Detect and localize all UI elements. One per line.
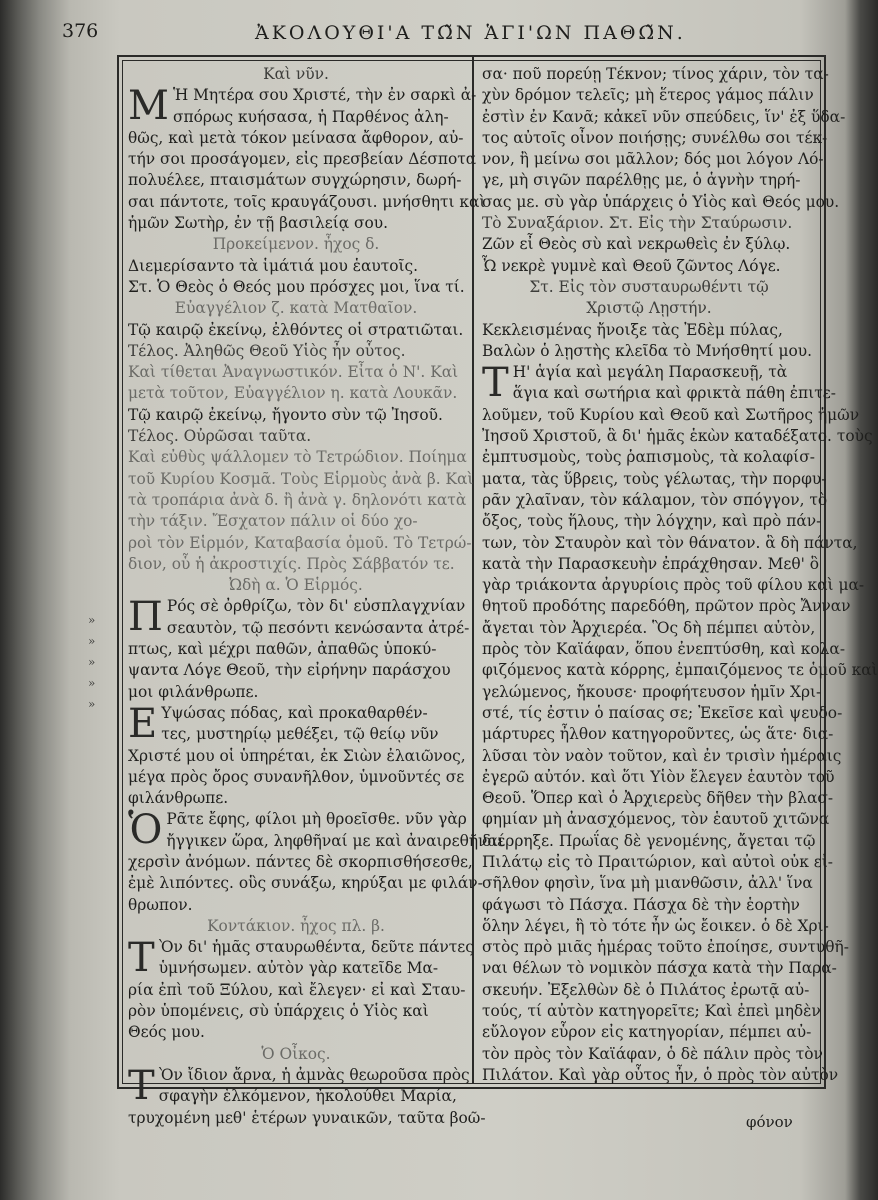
- right-column-line: [482, 298, 816, 319]
- right-column-line: [482, 660, 878, 681]
- line-text: Διεμερίσαντο τὰ ἱμάτιά μου ἑαυτοῖς.: [128, 256, 419, 275]
- right-column-line: [482, 575, 865, 596]
- line-text: πολυέλεε, πταισμάτων συγχώρησιν, δωρή-: [128, 171, 462, 190]
- line-text: διέρρηξε. Πρωΐας δὲ γενομένης, ἄγεται τῷ: [482, 831, 816, 850]
- right-column-line: [482, 192, 840, 213]
- line-text: στὸς πρὸ μιᾶς ἡμέρας τοῦτο ἐποίησε, συντυθῆ-: [482, 938, 849, 957]
- left-column-line: [128, 192, 486, 213]
- line-text: Θεοῦ. Ὅπερ καὶ ὁ Ἀρχιερεὺς δῆθεν τὴν βλασ-: [482, 789, 834, 808]
- left-column-line: [128, 873, 483, 894]
- drop-initial: Τ: [128, 935, 155, 982]
- right-column-line: [482, 746, 842, 767]
- line-text: ἐστὶν ἐν Κανᾶ; κἀκεῖ νῦν σπεύδεις, ἵν' ἐξ ὕδα-: [482, 107, 846, 126]
- line-text: ἡμῶν Σωτὴρ, ἐν τῇ βασιλείᾳ σου.: [128, 214, 389, 233]
- line-text: χὺν δρόμον τελεῖς; μὴ ἕτερος γάμος πάλιν: [482, 86, 814, 105]
- left-column-line: [128, 767, 464, 788]
- right-column-line: [482, 1065, 839, 1086]
- line-text: πρὸς τὸν Καϊάφαν, ὅπου ἐνεπτύσθη, καὶ κολα-: [482, 640, 846, 659]
- line-text: ἅγια καὶ σωτήρια καὶ φρικτὰ πάθη ἐπιτε-: [512, 384, 836, 403]
- line-text: σῆλθον φησὶν, ἵνα μὴ μιανθῶσιν, ἀλλ' ἵνα: [482, 874, 813, 893]
- line-text: ρᾶν χλαῖναν, τὸν κάλαμον, τὸν σπόγγον, τὸ: [482, 490, 828, 509]
- line-text: Καὶ νῦν.: [263, 65, 329, 83]
- line-text: θῶς, καὶ μετὰ τόκον μείνασα ἄφθορον, αὐ-: [128, 128, 464, 147]
- line-text: λοῦμεν, τοῦ Κυρίου καὶ Θεοῦ καὶ Σωτῆρος ἡμῶν: [482, 405, 860, 424]
- left-column-line: [128, 298, 464, 319]
- line-text: ὄξος, τοὺς ἥλους, τὴν λόγχην, καὶ πρὸ πάν-: [482, 512, 822, 531]
- left-column-line: [128, 639, 464, 660]
- line-text: Θεός μου.: [128, 1023, 205, 1042]
- line-text: Καὶ εὐθὺς ψάλλομεν τὸ Τετρώδιον. Ποίημα: [128, 448, 467, 467]
- line-text: νον, ἢ μείνω σοι μᾶλλον; δός μοι λόγον Λό-: [482, 150, 824, 169]
- right-column-line: [482, 490, 828, 511]
- page-number: 376: [62, 20, 99, 42]
- right-column-line: [482, 426, 873, 447]
- line-text: σφαγὴν ἑλκόμενον, ἠκολούθει Μαρία,: [158, 1087, 457, 1106]
- line-text: ἄγεται τὸν Ἀρχιερέα. Ὃς δὴ πέμπει αὐτὸν,: [482, 618, 816, 637]
- left-column-line: [128, 341, 464, 362]
- running-title: ἈΚΟΛΟΥΘΙ'Α ΤΩ̃Ν ἉΓΙ'ΩΝ ΠΑΘΩ̃Ν.: [255, 22, 686, 44]
- right-column-line: [482, 895, 816, 916]
- line-text: Ρᾶτε ἔφης, φίλοι μὴ θροεῖσθε. νῦν γὰρ: [166, 810, 467, 829]
- line-text: Τέλος. Ἀληθῶς Θεοῦ Υἱὸς ἦν οὗτος.: [128, 341, 406, 360]
- right-column-line: [482, 149, 824, 170]
- right-column-line: [482, 788, 834, 809]
- right-column-line: [482, 958, 837, 979]
- right-column-line: [482, 64, 829, 85]
- line-text: ναι θέλων τὸ νομικὸν πάσχα κατὰ τὴν Παρα-: [482, 959, 837, 978]
- line-text: Βαλὼν ὁ λῃστὴς κλεῖδα τὸ Μνήσθητί μου.: [482, 341, 813, 360]
- line-text: σαι πάντοτε, τοῖς κραυγάζουσι. μνήσθητι καὶ: [128, 192, 486, 211]
- line-text: μετὰ τοῦτον, Εὐαγγέλιον η. κατὰ Λουκᾶν.: [128, 384, 458, 403]
- line-text: Εὐαγγέλιον ζ. κατὰ Ματθαῖον.: [174, 299, 418, 318]
- drop-initial: Τ: [482, 360, 509, 407]
- line-text: στέ, τίς ἐστιν ὁ παίσας σε; Ἐκεῖσε καὶ ψευδο-: [482, 703, 843, 722]
- line-text: Στ. Εἰς τὸν συσταυρωθέντι τῷ: [529, 277, 769, 296]
- right-column-line: [482, 980, 816, 1001]
- line-text: τρυχομένη μεθ' ἑτέρων γυναικῶν, ταῦτα βοῶ-: [128, 1108, 486, 1127]
- right-column-line: [482, 213, 816, 234]
- right-column-line: [482, 234, 816, 255]
- line-text: τὰ τροπάρια ἀνὰ δ. ἢ ἀνὰ γ. δηλονότι κατὰ: [128, 490, 467, 509]
- line-text: Στ. Ὁ Θεὸς ὁ Θεός μου πρόσχες μοι, ἵνα τί.: [128, 277, 465, 296]
- left-column-line: [128, 234, 464, 255]
- line-text: ὅλην λέγει, ἢ τὸ τότε ἦν ὡς ἔοικεν. ὁ δὲ Χρι-: [482, 916, 829, 935]
- line-text: Ζῶν εἶ Θεὸς σὺ καὶ νεκρωθεὶς ἐν ξύλῳ.: [482, 235, 791, 254]
- line-text: χερσὶν ἀνόμων. πάντες δὲ σκορπισθήσεσθε,: [128, 852, 473, 871]
- left-column-line: [128, 660, 464, 681]
- right-column-line: [482, 596, 851, 617]
- right-column-line: [482, 724, 834, 745]
- right-column-line: [482, 85, 816, 106]
- right-column-line: [482, 447, 816, 468]
- line-text: Ἰησοῦ Χριστοῦ, ἃ δι' ἡμᾶς ἑκὼν καταδέξατο. τοὺς: [482, 427, 873, 446]
- right-column-line: [482, 469, 827, 490]
- line-text: Ἡ Μητέρα σου Χριστέ, τὴν ἐν σαρκὶ ἀ-: [172, 86, 477, 105]
- line-text: Ὁ Οἶκος.: [261, 1044, 331, 1063]
- right-column-line: [482, 341, 816, 362]
- left-column-line: [128, 1108, 486, 1129]
- line-text: Κοντάκιον. ἦχος πλ. β.: [207, 916, 385, 935]
- left-column-line: [128, 1001, 464, 1022]
- right-column-line: [482, 639, 846, 660]
- right-column-line: [482, 831, 816, 852]
- right-column-line: [482, 937, 849, 958]
- left-column-line: [128, 958, 464, 979]
- line-text: τὴν τάξιν. Ἔσχατον πάλιν οἱ δύο χο-: [128, 512, 418, 531]
- line-text: σεαυτὸν, τῷ πεσόντι κενώσαντα ἀτρέ-: [166, 618, 470, 637]
- drop-initial: Π: [128, 594, 163, 641]
- catchword: φόνον: [746, 1113, 793, 1131]
- line-text: ματα, τὰς ὕβρεις, τοὺς γέλωτας, τὴν πορφυ-: [482, 469, 827, 488]
- right-column-line: [482, 809, 830, 830]
- drop-initial: Τ: [128, 1062, 155, 1109]
- left-column-line: [128, 916, 464, 937]
- right-column-line: [482, 170, 816, 191]
- line-text: Υψώσας πόδας, καὶ προκαθαρθέν-: [161, 703, 428, 722]
- line-text: Κεκλεισμένας ἤνοιξε τὰς Ἐδὲμ πύλας,: [482, 320, 783, 339]
- line-text: Χριστῷ Λῃστήν.: [586, 299, 712, 318]
- line-text: σπόρως κυήσασα, ἡ Παρθένος ἀλη-: [172, 107, 449, 126]
- line-text: μέγα πρὸς ὄρος συνανῆλθον, ὑμνοῦντές σε: [128, 767, 465, 786]
- right-column-line: [482, 511, 822, 532]
- right-column-line: [482, 618, 816, 639]
- drop-initial: Ὁ: [128, 807, 163, 854]
- margin-marks: » » » » »: [88, 613, 96, 711]
- line-text: ἐμὲ λιπόντες. οὓς συνάξω, κηρύξαι με φιλάν-: [128, 874, 483, 893]
- line-text: σας με. σὺ γὰρ ὑπάρχεις ὁ Υἱὸς καὶ Θεός μου.: [482, 192, 840, 211]
- line-text: μοι φιλάνθρωπε.: [128, 682, 259, 701]
- right-column-line: [482, 107, 846, 128]
- left-column-line: [128, 426, 464, 447]
- left-column-line: [128, 277, 464, 298]
- right-column-line: [482, 682, 822, 703]
- left-column-line: [128, 724, 464, 745]
- left-column-line: [128, 1022, 464, 1043]
- left-column-line: [128, 64, 464, 85]
- right-column-line: [482, 320, 816, 341]
- line-text: τούς, τί αὐτὸν κατηγορεῖτε; Καὶ ἐπεὶ μηδὲν: [482, 1002, 821, 1021]
- left-column-line: [128, 128, 464, 149]
- left-column-line: [128, 320, 464, 341]
- line-text: Πιλάτον. Καὶ γὰρ οὗτος ἦν, ὁ πρὸς τὸν αὐτὸν: [482, 1065, 839, 1084]
- line-text: ὑμνήσωμεν. αὐτὸν γὰρ κατεῖδε Μα-: [158, 959, 439, 978]
- left-column-line: [128, 682, 464, 703]
- left-column-line: [128, 895, 464, 916]
- left-column-line: [128, 405, 464, 426]
- line-text: τες, μυστηρίῳ μεθέξει, τῷ θείῳ νῦν: [161, 725, 439, 744]
- line-text: Ὦ νεκρὲ γυμνὲ καὶ Θεοῦ ζῶντος Λόγε.: [482, 256, 781, 275]
- right-column-line: [482, 1022, 816, 1043]
- line-text: τήν σοι προσάγομεν, εἰς πρεσβείαν Δέσποτα: [128, 150, 477, 169]
- line-text: Η' ἁγία καὶ μεγάλη Παρασκευῇ, τὰ: [512, 363, 788, 382]
- line-text: Προκείμενον. ἦχος δ.: [212, 235, 380, 254]
- line-text: διον, οὗ ἡ ἀκροστιχίς. Πρὸς Σάββατόν τε.: [128, 554, 455, 573]
- left-column-line: [128, 554, 464, 575]
- left-column-line: [128, 980, 464, 1001]
- left-column-line: [128, 256, 464, 277]
- left-column-line: [128, 490, 467, 511]
- line-text: κατὰ τὴν Παρασκευὴν ἐπράχθησαν. Μεθ' ὃ: [482, 554, 820, 573]
- right-column: [482, 64, 878, 1086]
- left-column-line: [128, 852, 473, 873]
- line-text: θρωπον.: [128, 895, 193, 914]
- left-column-line: [128, 362, 464, 383]
- right-column-line: [482, 277, 816, 298]
- line-text: φημίαν μὴ ἀνασχόμενος, τὸν ἑαυτοῦ χιτῶνα: [482, 810, 830, 829]
- right-column-line: [482, 703, 843, 724]
- left-column-line: [128, 511, 464, 532]
- line-text: πτως, καὶ μέχρι παθῶν, ἀπαθῶς ὑποκύ-: [128, 640, 437, 659]
- line-text: τος αὐτοῖς οἶνον ποιήσῃς; συνέλθω σοι τέκ-: [482, 128, 828, 147]
- line-text: σα· ποῦ πορεύῃ Τέκνον; τίνος χάριν, τὸν τα-: [482, 65, 829, 83]
- line-text: τὸν πρὸς τὸν Καϊάφαν, ὁ δὲ πάλιν πρὸς τὸν: [482, 1044, 823, 1063]
- line-text: ρὸν ὑπομένεις, σὺ ὑπάρχεις ὁ Υἱὸς καὶ: [128, 1002, 429, 1021]
- line-text: φιλάνθρωπε.: [128, 789, 229, 808]
- line-text: Τὸ Συναξάριον. Στ. Εἰς τὴν Σταύρωσιν.: [482, 214, 793, 233]
- right-column-line: [482, 873, 816, 894]
- line-text: ροὶ τὸν Εἱρμόν, Καταβασία ὁμοῦ. Τὸ Τετρώ-: [128, 533, 472, 552]
- line-text: Χριστέ μου οἱ ὑπηρέται, ἐκ Σιὼν ἐλαιῶνος,: [128, 746, 466, 765]
- line-text: ἐγερῶ αὐτόν. καὶ ὅτι Υἱὸν ἔλεγεν ἑαυτὸν τοῦ: [482, 767, 835, 786]
- line-text: Τῷ καιρῷ ἐκείνῳ, ἤγοντο σὺν τῷ Ἰησοῦ.: [128, 405, 443, 424]
- line-text: ἤγγικεν ὥρα, ληφθῆναί με καὶ ἀναιρεθῆναι: [166, 831, 504, 850]
- drop-initial: Ε: [128, 700, 158, 747]
- drop-initial: Μ: [128, 83, 169, 130]
- left-column-line: [128, 383, 464, 404]
- line-text: σκευήν. Ἐξελθὼν δὲ ὁ Πιλάτος ἐρωτᾷ αὐ-: [482, 980, 810, 999]
- right-column-line: [482, 405, 860, 426]
- line-text: τοῦ Κυρίου Κοσμᾶ. Τοὺς Εἱρμοὺς ἀνὰ β. Καὶ: [128, 469, 474, 488]
- left-column-line: [128, 831, 504, 852]
- line-text: Ὠδὴ α. Ὁ Εἱρμός.: [229, 576, 363, 595]
- left-column-line: [128, 107, 464, 128]
- line-text: Τέλος. Οὐρῶσαι ταῦτα.: [128, 427, 312, 446]
- line-text: ψαντα Λόγε Θεοῦ, τὴν εἰρήνην παράσχου: [128, 661, 451, 680]
- line-text: φάγωσι τὸ Πάσχα. Πάσχα δὲ τὴν ἑορτὴν: [482, 895, 800, 914]
- line-text: φιζόμενος κατὰ κόρρης, ἐμπαιζόμενος τε ὁμοῦ καὶ: [482, 661, 878, 680]
- left-column-line: [128, 1044, 464, 1065]
- left-column-line: [128, 1086, 464, 1107]
- right-column-line: [482, 256, 816, 277]
- right-column-line: [482, 916, 829, 937]
- right-column-line: [482, 128, 828, 149]
- left-column-line: [128, 447, 467, 468]
- right-column-line: [482, 554, 820, 575]
- line-text: ρία ἐπὶ τοῦ Ξύλου, καὶ ἔλεγεν· εἰ καὶ Σταυ-: [128, 980, 466, 999]
- line-text: εὔλογον εὗρον εἰς κατηγορίαν, πέμπει αὐ-: [482, 1023, 812, 1042]
- left-column-line: [128, 469, 474, 490]
- left-column: [128, 64, 504, 1129]
- line-text: Ὸν ἴδιον ἄρνα, ἡ ἀμνὰς θεωροῦσα πρὸς: [158, 1065, 470, 1084]
- left-column-line: [128, 746, 464, 767]
- line-text: Ρός σὲ ὀρθρίζω, τὸν δι' εὐσπλαγχνίαν: [166, 597, 466, 616]
- left-column-line: [128, 213, 464, 234]
- right-column-line: [482, 767, 835, 788]
- right-column-line: [482, 383, 836, 404]
- line-text: Καὶ τίθεται Ἀναγνωστικόν. Εἶτα ὁ Ν'. Καὶ: [128, 363, 459, 382]
- line-text: γελώμενος, ἤκουσε· προφήτευσον ἡμῖν Χρι-: [482, 682, 822, 701]
- left-column-line: [128, 170, 464, 191]
- line-text: λῦσαι τὸν ναὸν τοῦτον, καὶ ἐν τρισὶν ἡμέραις: [482, 746, 842, 765]
- line-text: Πιλάτῳ εἰς τὸ Πραιτώριον, καὶ αὐτοὶ οὐκ εἰ-: [482, 852, 833, 871]
- left-column-line: [128, 618, 470, 639]
- left-column-line: [128, 575, 464, 596]
- left-column-line: [128, 788, 464, 809]
- left-column-line: [128, 149, 477, 170]
- line-text: γὰρ τριάκοντα ἀργυρίοις πρὸς τοῦ φίλου καὶ μα-: [482, 576, 865, 595]
- line-text: θητοῦ προδότης παρεδόθη, πρῶτον πρὸς Ἄνναν: [482, 597, 851, 616]
- line-text: Τῷ καιρῷ ἐκείνῳ, ἐλθόντες οἱ στρατιῶται.: [128, 320, 464, 339]
- right-column-line: [482, 533, 858, 554]
- right-column-line: [482, 1001, 821, 1022]
- line-text: Ὸν δι' ἡμᾶς σταυρωθέντα, δεῦτε πάντες: [158, 938, 474, 957]
- right-column-line: [482, 852, 833, 873]
- line-text: ἐμπτυσμοὺς, τοὺς ῥαπισμοὺς, τὰ κολαφίσ-: [482, 448, 815, 467]
- line-text: μάρτυρες ἦλθον κατηγοροῦντες, ὡς ἅτε· δια-: [482, 725, 834, 744]
- right-column-line: [482, 1044, 823, 1065]
- line-text: γε, μὴ σιγῶν παρέλθῃς με, ὁ ἁγνὴν τηρή-: [482, 171, 801, 190]
- left-column-line: [128, 533, 472, 554]
- line-text: των, τὸν Σταυρὸν καὶ τὸν θάνατον. ἃ δὴ πάντα,: [482, 533, 858, 552]
